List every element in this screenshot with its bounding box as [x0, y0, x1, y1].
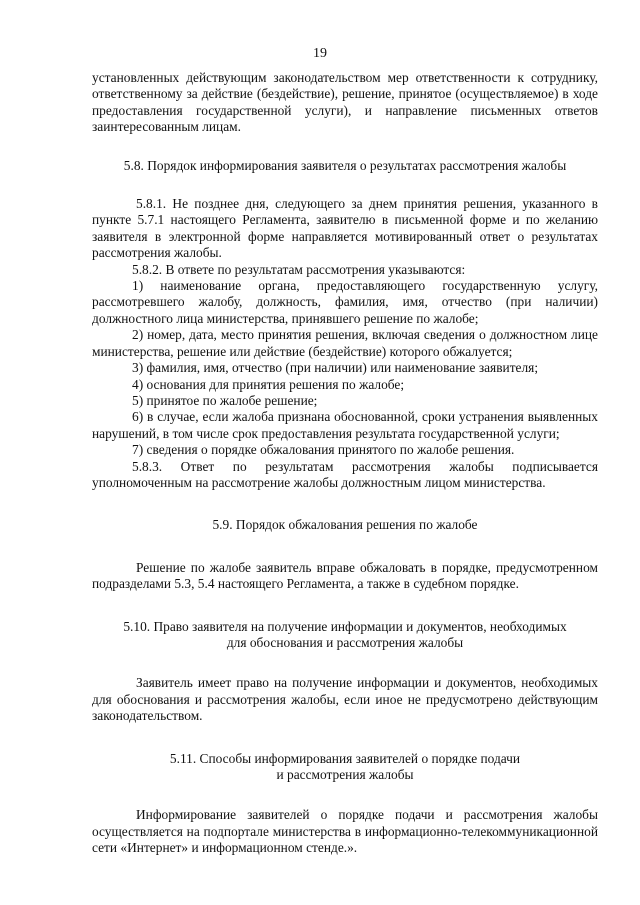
list-item: 5) принятое по жалобе решение;	[132, 392, 318, 408]
list-item: 7) сведения о порядке обжалования принятого по жалобе решения.	[132, 442, 515, 458]
section-5-11-text: Информирование заявителей о порядке подачи и рассмотрения жалобы осуществляется на подпортале министерства в информационно-телекоммуникационной сети «Интернет» и информационном стенде.».	[92, 807, 598, 856]
paragraph-5-8-1: 5.8.1. Не позднее дня, следующего за днем принятия решения, указанного в пункте 5.7.1 настоящего Регламента, заявителю в письменной форме и по желанию заявителя в электронной форме направляется мотивированный ответ о результатах рассмотрения жалобы.	[92, 196, 598, 261]
list-item: 3) фамилия, имя, отчество (при наличии) или наименование заявителя;	[132, 360, 539, 376]
section-5-9-text: Решение по жалобе заявитель вправе обжаловать в порядке, предусмотренном подразделами 5.3, 5.4 настоящего Регламента, а также в судебном порядке.	[92, 559, 598, 592]
section-5-10-text: Заявитель имеет право на получение информации и документов, необходимых для обоснования и рассмотрения жалобы, если иное не предусмотрено действующим законодательством.	[92, 675, 598, 724]
section-5-9-heading: 5.9. Порядок обжалования решения по жалобе	[212, 517, 478, 533]
list-item: 1) наименование органа, предоставляющего государственную услугу, рассмотревшего жалобу, должность, фамилия, имя, отчество (при наличии) должностного лица министерства, принявшего решение по жалобе;	[92, 278, 598, 326]
section-5-8-heading: 5.8. Порядок информирования заявителя о результатах рассмотрения жалобы	[123, 157, 567, 173]
section-5-11-heading-line-2: и рассмотрения жалобы	[276, 767, 414, 782]
list-item: 4) основания для принятия решения по жалобе;	[132, 376, 405, 392]
paragraph-5-8-3: 5.8.3. Ответ по результатам рассмотрения жалобы подписывается уполномоченным на рассмотрение жалобы должностным лицом министерства.	[92, 458, 598, 490]
paragraph-5-8-2: 5.8.2. В ответе по результатам рассмотрения указываются:	[132, 261, 466, 277]
page-number: 19	[313, 46, 327, 61]
section-5-10-heading-line-1: 5.10. Право заявителя на получение информации и документов, необходимых	[123, 618, 567, 634]
continuation-paragraph: установленных действующим законодательством мер ответственности к сотруднику, ответственному за действие (бездействие), решение, принятое (осуществляемое) в ходе предоставления государственной услуги), и направление письменных ответов заинтересованным лицам.	[92, 70, 598, 135]
list-item: 6) в случае, если жалоба признана обоснованной, сроки устранения выявленных нарушений, в том числе срок предоставления результата государственной услуги;	[92, 409, 598, 441]
section-5-11-heading-line-1: 5.11. Способы информирования заявителей о порядке подачи	[169, 750, 521, 766]
list-item: 2) номер, дата, место принятия решения, включая сведения о должностном лице министерства, решение или действие (бездействие) которого обжалуется;	[92, 327, 598, 359]
document-body	[92, 70, 598, 857]
section-5-10-heading-line-2: для обоснования и рассмотрения жалобы	[226, 634, 464, 650]
